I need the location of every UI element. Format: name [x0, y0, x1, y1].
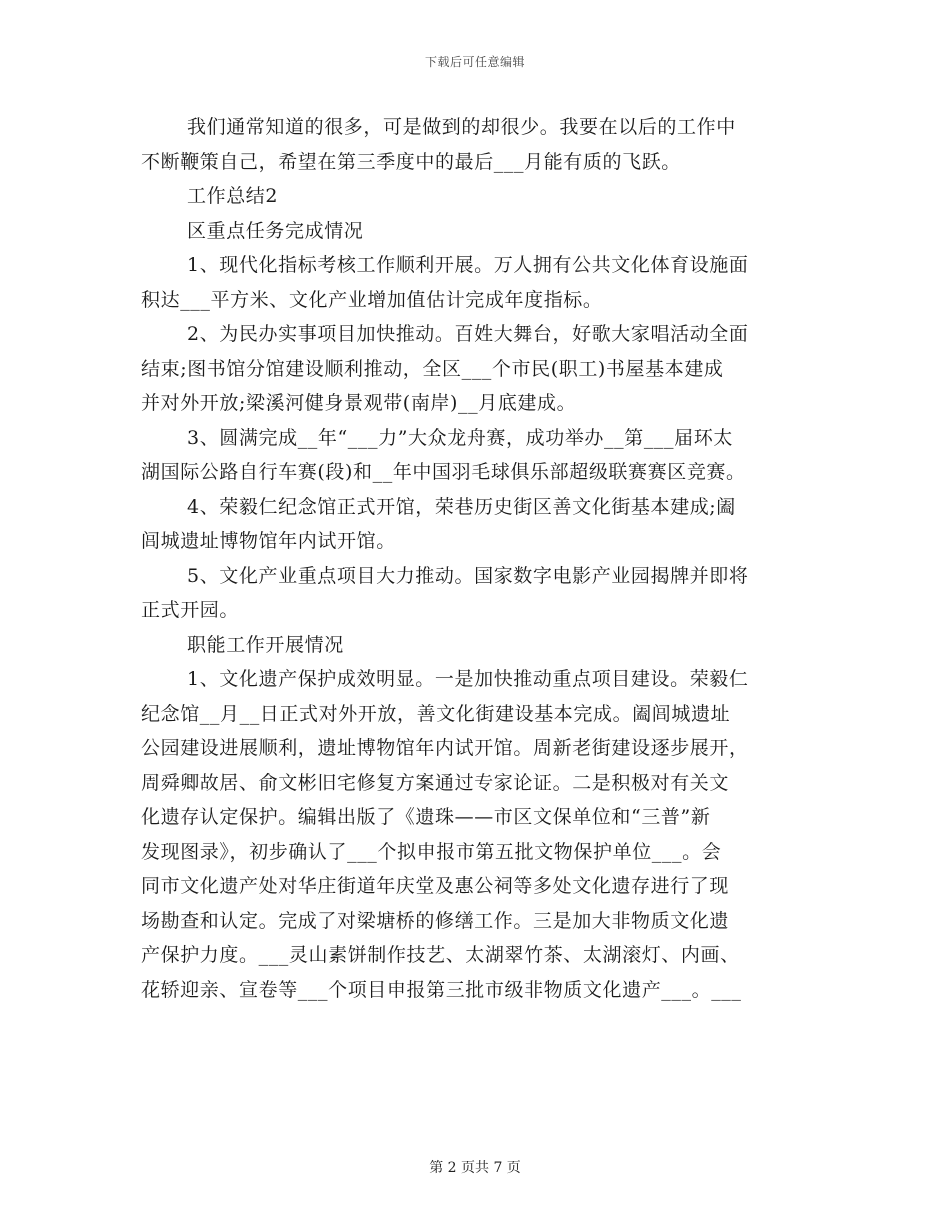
- text-line: 周舜卿故居、俞文彬旧宅修复方案通过专家论证。二是积极对有关文: [141, 771, 730, 794]
- text-line: 花轿迎亲、宣卷等___个项目申报第三批市级非物质文化遗产___。___: [141, 978, 742, 1001]
- text-line: 公园建设进展顺利，遗址博物馆年内试开馆。周新老街建设逐步展开，: [141, 737, 749, 759]
- document-body: [141, 110, 809, 1007]
- text-line: 场勘查和认定。完成了对梁塘桥的修缮工作。三是加大非物质文化遗: [141, 909, 730, 932]
- text-line: 产保护力度。___灵山素饼制作技艺、太湖翠竹茶、太湖滚灯、内画、: [141, 944, 740, 966]
- page-number: 第 2 页共 7 页: [429, 1160, 521, 1176]
- text-line: 4、荣毅仁纪念馆正式开馆，荣巷历史街区善文化街基本建成;阖: [187, 495, 736, 518]
- text-line: 我们通常知道的很多，可是做到的却很少。我要在以后的工作中: [187, 116, 736, 138]
- text-line: 纪念馆__月__日正式对外开放，善文化街建设基本完成。阖闾城遗址: [141, 702, 731, 725]
- text-line: 1、现代化指标考核工作顺利开展。万人拥有公共文化体育设施面: [187, 254, 749, 276]
- text-line: 发现图录》，初步确认了___个拟申报市第五批文物保护单位___。会: [141, 840, 722, 863]
- text-line: 化遗存认定保护。编辑出版了《遗珠——市区文保单位和“三普”新: [141, 806, 711, 828]
- text-line: 积达___平方米、文化产业增加值估计完成年度指标。: [141, 288, 603, 311]
- text-line: 3、圆满完成__年“___力”大众龙舟赛，成功举办__第___届环太: [187, 426, 733, 449]
- text-line: 结束;图书馆分馆建设顺利推动，全区___个市民(职工)书屋基本建成: [141, 357, 724, 380]
- text-line: 2、为民办实事项目加快推动。百姓大舞台，好歌大家唱活动全面: [187, 323, 749, 345]
- text-line: 闾城遗址博物馆年内试开馆。: [141, 530, 396, 552]
- text-line: 职能工作开展情况: [187, 633, 344, 656]
- text-line: 湖国际公路自行车赛(段)和__年中国羽毛球俱乐部超级联赛赛区竞赛。: [141, 461, 746, 483]
- text-line: 工作总结2: [187, 185, 279, 207]
- text-line: 正式开园。: [141, 599, 240, 621]
- header-note: 下载后可任意编辑: [424, 55, 525, 69]
- text-line: 并对外开放;梁溪河健身景观带(南岸)__月底建成。: [141, 392, 577, 414]
- text-line: 同市文化遗产处对华庄街道年庆堂及惠公祠等多处文化遗存进行了现: [141, 875, 730, 897]
- text-line: 不断鞭策自己，希望在第三季度中的最后___月能有质的飞跃。: [141, 150, 681, 173]
- text-line: 1、文化遗产保护成效明显。一是加快推动重点项目建设。荣毅仁: [187, 668, 749, 690]
- text-line: 区重点任务完成情况: [187, 219, 364, 242]
- text-line: 5、文化产业重点项目大力推动。国家数字电影产业园揭牌并即将: [187, 564, 749, 587]
